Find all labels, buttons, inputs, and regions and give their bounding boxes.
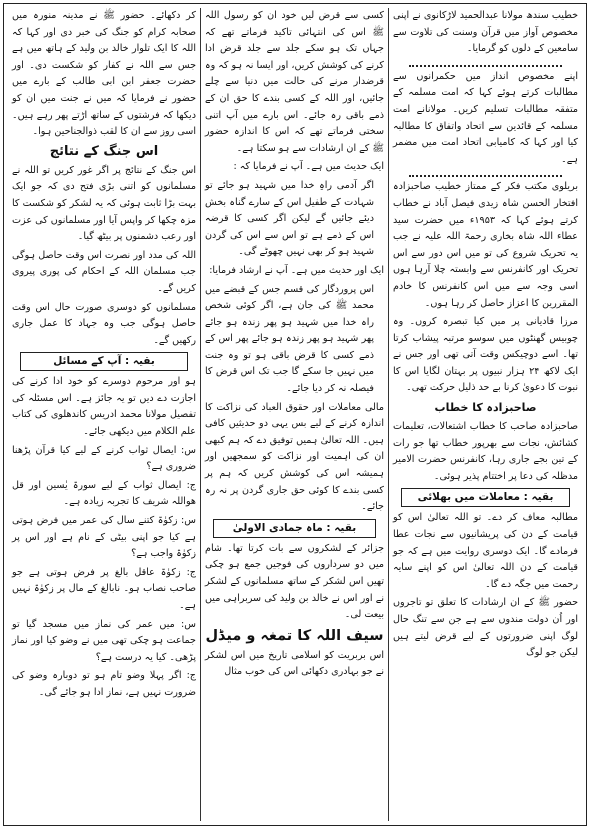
right-column [389,8,582,821]
hadith-intro-1: ایک حدیث میں ہے۔ آپ نے فرمایا کہ : [233,161,384,173]
middle-column [201,8,389,821]
masail-answer-2: ج: ایصال ثواب کے لیے سورۃ یٰسین اور قل ھواللہ شریف کا تجربہ زیادہ ہے۔ [12,479,196,508]
saifullah-paragraph: اس بربریت کو اسلامی تاریخ میں اس لشکر نے جو بہادری دکھائی اس کی خوب مثال [205,649,384,678]
hadith-2: اس پروردگار کی قسم جس کے قبضے میں محمد ﷺ کی جان ہے، اگر کوئی شخص راہ خدا میں شہید ہو پھر زندہ ہو جائے پھر شہید ہو پھر زندہ ہو جائے پھر اس کے ذمے کسی کا قرض باقی ہو تو وہ جنت میں نہیں جا سکے گا جب تک اس قرض کا فیصلہ نہ کر دیا جائے۔ [205,283,374,395]
results-paragraph: اس جنگ کے نتائج پر اگر غور کریں تو اللہ نے مسلمانوں کو اتنی بڑی فتح دی کہ جو ایک بہت بڑا ثابت ہوئی کہ یہ لشکر کو شکست کا مزہ چکھا کر واپس آیا اور مسلمانوں کی عزت اور رعب دشمنوں پر بیٹھ گیا۔ [12,164,196,243]
masail-answer-4: ج: اگر پہلا وضو تام ہو تو دوبارہ وضو کی ضرورت نہیں ہے، نماز ادا ہو جائے گی۔ [12,670,196,698]
masail-answer-3: ج: زکوٰۃ عاقل بالغ پر فرض ہوتی ہے جو صاحب نصاب ہو۔ نابالغ کے مال پر زکوٰۃ نہیں ہے۔ [12,566,196,611]
masail-answer-1: ہو اور مرحوم دوسرے کو خود ادا کرنے کی اجازت دے دیں تو یہ جائز ہے۔ اس مسئلہ کی تفصیل مولانا محمد ادریس کاندھلوی کی کتاب علم الکلام میں دیکھی جائے۔ [12,376,196,438]
traders-paragraph: حضور ﷺ کے ان ارشادات کا تعلق تو تاجروں اور اُن دولت مندوں سے ہے جن سے تنگ حال لوگ اپنی ضرورتوں کے لیے قرض لیتے ہیں لیکن جو لوگ [393,597,578,659]
divider [409,170,562,177]
armies-paragraph: جزائر کے لشکروں سے بات کرتا تھا۔ شام میں دو سرداروں کی فوجیں جمع ہو چکی تھیں اس لشکر کے ساتھ مسلمانوں کے لشکر نے اور اس نے خالد بن ولید کی سربراہی میں بیعت لی۔ [205,542,384,621]
barelvi-speaker-paragraph: بریلوی مکتب فکر کے ممتاز خطیب صاحبزادہ افتخار الحسن شاہ زیدی فیصل آباد نے خطاب کرتے ہوئے کہا کہ ۱۹۵۳ء میں حضرت سید عطاء اللہ شاہ بخاری رحمۃ اللہ علیہ نے جب یہ تحریک شروع کی تو میں اس دور سے اس تحریک اور کانفرنس سے وابستہ چلا آرہا ہوں اسی وجہ سے میں اس کانفرنس کا خادم المقررین کا اعزاز حاصل کر رہا ہوں۔ [393,181,578,309]
masail-question-2: س: ایصال ثواب کرنے کے لیے کیا قرآن پڑھنا ضروری ہے؟ [12,444,196,473]
continued-box-muamalat: بقیہ : معاملات میں بھلائی [401,488,570,507]
battle-news-paragraph: کر دکھائے۔ حضور ﷺ نے مدینہ منورہ میں صحابہ کرام کو جنگ کی خبر دی اور کہا کہ اللہ کا ایک تلوار خالد بن ولید کے ہاتھ میں ہے جس سے اللہ نے کفار کو شکست دی۔ اور حضرت جعفر ابن ابی طالب کے بارے میں حضور نے فرمایا کہ میں نے جنت میں ان کو دیکھا کہ فرشتوں کے ساتھ اڑتے پھر رہے ہیں۔ اسی روز سے ان کا لقب ذوالجناحین ہوا۔ [12,10,196,138]
demands-paragraph: اپنے مخصوص انداز میں حکمرانوں سے مطالبات کرتے ہوئے کہا کہ امت مسلمہ کے متفقہ مطالبات تسلیم کریں۔ مولانانے امت مسلمہ کے قائدین سے اتحاد واتفاق کا مطالبہ کیا اور کہا کہ کامیابی اتحاد امت میں مضمر ہے۔ [393,70,578,165]
sindh-khateeb-paragraph: خطیب سندھ مولانا عبدالحمید لاڑکانوی نے اپنی مخصوص آواز میں قرآن وسنت کی تلاوت سے سامعین کے دلوں کو گرمایا۔ [393,10,578,55]
jihad-paragraph: مسلمانوں کو دوسری صورت حال اس وقت حاصل ہوگی جب وہ جہاد کا عمل جاری رکھیں گے۔ [12,301,196,346]
conclusion-paragraph: مالی معاملات اور حقوق العباد کی نزاکت کا اندازہ کرنے کے لیے بس یہی دو حدیثیں کافی ہیں۔ اللہ تعالیٰ ہمیں توفیق دے کہ ہم کبھی ان کی اہمیت اور نزاکت کو سمجھیں اور ہمیشہ اس کی کوشش کریں کہ ہم پر کسی بندے کا کوئی حق جاری گردن پر نہ رہ جائے۔ [205,401,384,513]
sahibzada-subheading: صاحبزادہ کا خطاب [434,401,537,415]
masail-question-4: س: میں عمر کی نماز میں مسجد گیا تو جماعت ہو چکی تھی میں نے وضو کیا اور نماز پڑھی۔ کیا یہ درست ہے؟ [12,618,196,663]
results-heading: اس جنگ کے نتائج [49,143,159,159]
left-column [8,8,201,821]
hadith-1: اگر آدمی راہِ خدا میں شہید ہو جائے تو شہادت کے طفیل اس کے سارے گناہ بخش دیئے جائیں گے لیکن اگر کسی کا قرضہ اس کے ذمے ہے تو اس سے اس کی گردن شہید ہو کر بھی نہیں چھوٹے گی۔ [205,179,374,258]
continued-box-masail: بقیہ : آپ کے مسائل [20,352,188,371]
hadith-intro-2: ایک اور حدیث میں ہے۔ آپ نے ارشاد فرمایا: [209,264,384,276]
sahibzada-paragraph: صاحبزادہ صاحب کا خطاب اشتعالات، تعلیمات کشائش، نجات سے بھرپور خطاب تھا جو رات کے تین بجے جاری رہا، کانفرنس حضرت الامیر مدظلہ کی دعا پر اختتام پذیر ہوئی۔ [393,421,578,482]
masail-question-3: س: زکوٰۃ کتنے سال کی عمر میں فرض ہوتی ہے کیا جو اپنی بیٹی کے نام ہے اور اس پر زکوٰۃ واجب ہے؟ [12,515,196,560]
saifullah-heading: سیف اللہ کا تمغہ و میڈل [205,627,384,644]
continued-box-jamadi: بقیہ : ماہ جمادی الاولیٰ [213,519,376,538]
mirza-paragraph: مرزا قادیانی پر میں کیا تبصرہ کروں۔ وہ چوبیس گھنٹوں میں سوسو مرتبہ پیشاب کرتا تھا۔ اسے دوچیکس وقت آتی تھی اور جس نے ایک لاکھ ۲۴ ہزار نبیوں پر بہتان لگایا اس کا نبوت کا دعویٰ کرنا بے حد ذلیل حرکت تھی۔ [393,316,578,394]
three-column-layout [8,8,582,821]
newspaper-page [3,3,587,826]
divine-help-paragraph: اللہ کی مدد اور نصرت اس وقت حاصل ہوگی جب مسلمان اللہ کے احکام کی پوری پیروی کریں گے۔ [12,249,196,294]
divider [409,60,562,67]
forgive-paragraph: مطالبہ معاف کر دے۔ تو اللہ تعالیٰ اس کو قیامت کے دن کی پریشانیوں سے نجات عطا فرمادے گا۔ ایک دوسری روایت میں ہے کہ جو قیامت کے دن اللہ تعالیٰ اس کو اپنے سایہ رحمت میں جگہ دے گا۔ [393,512,578,590]
debt-intro-paragraph: کسی سے قرض لیں خود ان کو رسول اللہ ﷺ اس کی انتہائی تاکید فرماتے تھے کہ جہاں تک ہو سکے جلد سے جلد قرض ادا کرنے کی کوشش کریں، اور ایسا نہ ہو کہ وہ قرضدار مرنے کی حالت میں دنیا سے چلے جائیں، اور اللہ کے کسی بندے کا حق ان کے ذمے باقی رہ جائے۔ اس بارے میں آپ اتنی سختی فرماتے تھے کہ اس کا اندازہ حضور ﷺ کے ان ارشادات سے ہو سکتا ہے۔ [205,10,384,154]
